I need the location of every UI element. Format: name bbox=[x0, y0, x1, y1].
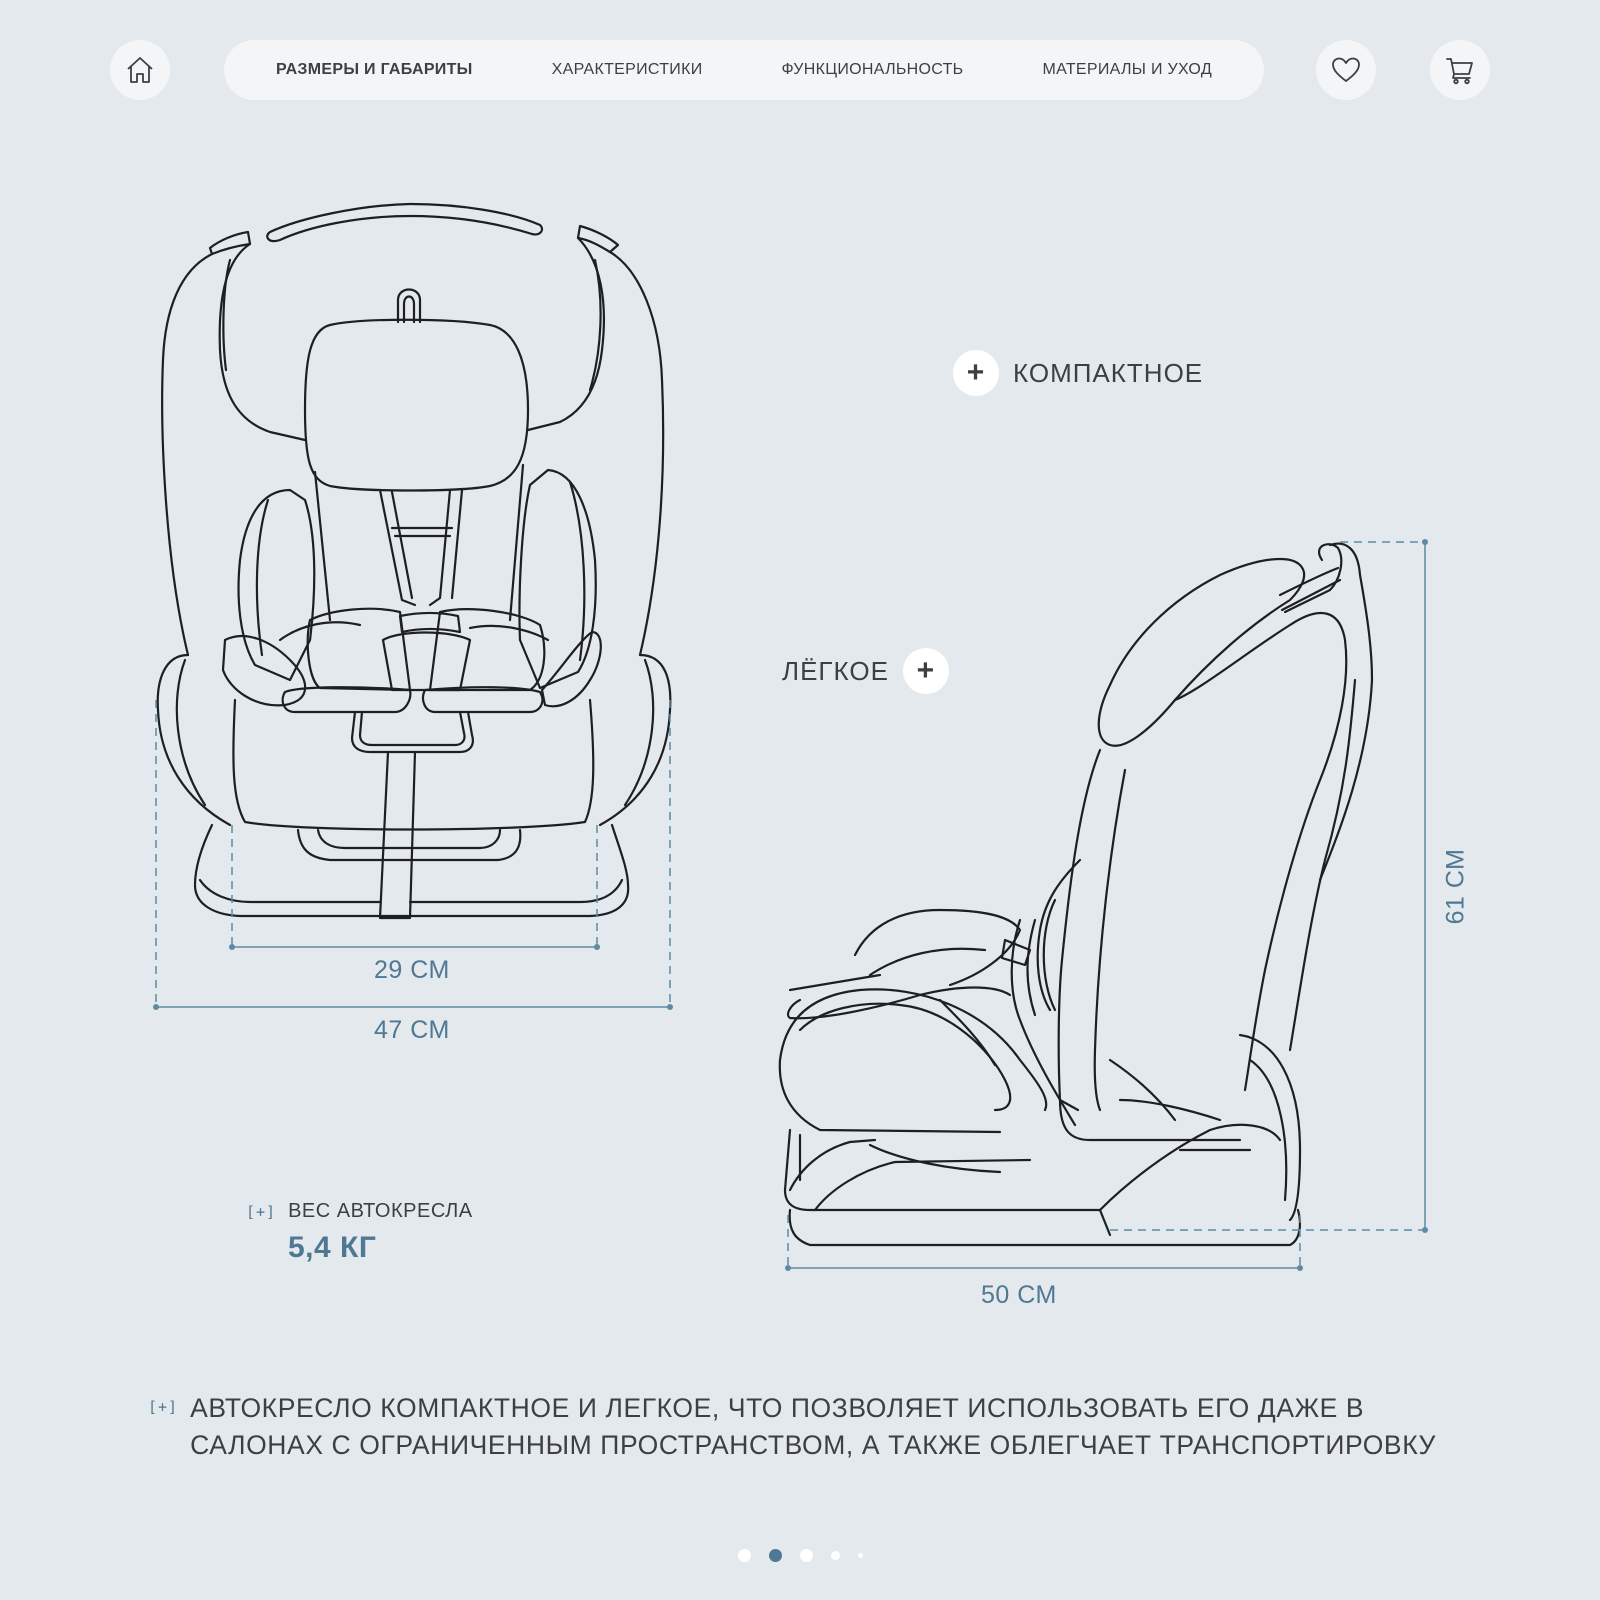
bracket-plus-icon: [+] bbox=[246, 1203, 277, 1221]
feature-compact[interactable] bbox=[953, 350, 1203, 396]
page-dot-active[interactable] bbox=[769, 1549, 782, 1562]
product-description bbox=[148, 1390, 1488, 1464]
side-height-label: 61 СМ bbox=[1441, 848, 1470, 925]
feature-light[interactable] bbox=[782, 648, 949, 694]
feature-light-label: ЛЁГКОЕ bbox=[782, 655, 889, 686]
weight-caption bbox=[246, 1200, 473, 1223]
description-text: АВТОКРЕСЛО КОМПАКТНОЕ И ЛЕГКОЕ, ЧТО ПОЗВОЛЯЕТ ИСПОЛЬЗОВАТЬ ЕГО ДАЖЕ В САЛОНАХ С ОГРАНИЧЕННЫМ ПРОСТРАНСТВОМ, А ТАКЖЕ ОБЛЕГЧАЕТ ТРАНСПОРТИРОВКУ bbox=[190, 1393, 1436, 1460]
tab-materials-care[interactable]: МАТЕРИАЛЫ И УХОД bbox=[1042, 61, 1212, 78]
side-depth-label: 50 СМ bbox=[981, 1281, 1057, 1309]
tab-dimensions[interactable]: РАЗМЕРЫ И ГАБАРИТЫ bbox=[276, 61, 473, 78]
plus-icon: + bbox=[953, 350, 999, 396]
weight-value: 5,4 КГ bbox=[288, 1231, 377, 1264]
tab-characteristics[interactable]: ХАРАКТЕРИСТИКИ bbox=[551, 61, 703, 78]
plus-icon: + bbox=[903, 648, 949, 694]
page-dot[interactable] bbox=[831, 1551, 840, 1560]
page-dot[interactable] bbox=[800, 1549, 813, 1562]
page-dot[interactable] bbox=[858, 1553, 863, 1558]
front-view-seat bbox=[158, 204, 671, 918]
front-inner-width-label: 29 СМ bbox=[374, 956, 450, 984]
weight-caption-label: ВЕС АВТОКРЕСЛА bbox=[288, 1200, 473, 1222]
pagination-dots bbox=[0, 1545, 1600, 1565]
bracket-plus-icon: [+] bbox=[148, 1398, 179, 1416]
tab-functionality[interactable]: ФУНКЦИОНАЛЬНОСТЬ bbox=[781, 61, 964, 78]
page-dot[interactable] bbox=[738, 1549, 751, 1562]
front-outer-width-label: 47 СМ bbox=[374, 1016, 450, 1044]
feature-compact-label: КОМПАКТНОЕ bbox=[1013, 357, 1204, 388]
